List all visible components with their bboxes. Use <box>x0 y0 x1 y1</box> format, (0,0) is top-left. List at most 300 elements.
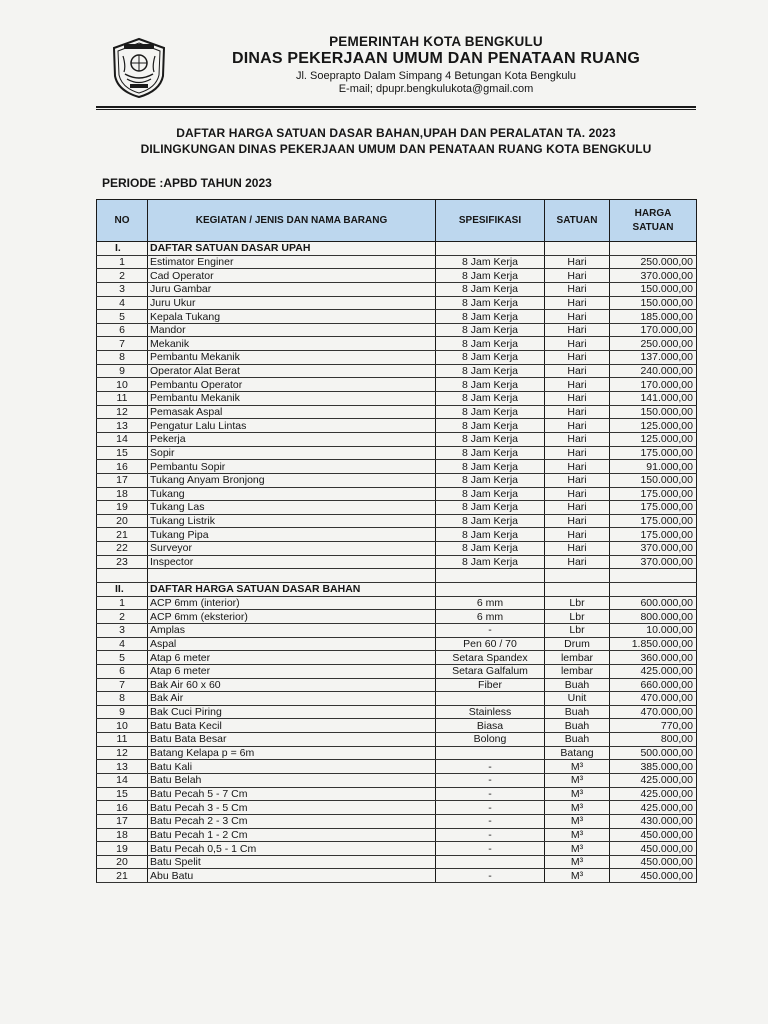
table-row <box>97 392 697 406</box>
table-row <box>97 542 697 556</box>
cell-empty <box>610 569 697 583</box>
table-row <box>97 651 697 665</box>
table-row <box>97 842 697 856</box>
cell-price: 770,00 <box>610 719 697 733</box>
table-row <box>97 460 697 474</box>
cell-unit: M³ <box>545 801 610 815</box>
cell-no: 2 <box>97 269 148 283</box>
cell-unit: lembar <box>545 664 610 678</box>
cell-unit: Hari <box>545 419 610 433</box>
cell-unit <box>545 242 610 256</box>
cell-no: 7 <box>97 678 148 692</box>
table-row <box>97 801 697 815</box>
letterhead-divider <box>96 106 696 108</box>
cell-no: 5 <box>97 310 148 324</box>
cell-spec: 8 Jam Kerja <box>436 337 545 351</box>
cell-no: 14 <box>97 432 148 446</box>
cell-no: 1 <box>97 255 148 269</box>
cell-spec: Stainless <box>436 705 545 719</box>
cell-unit <box>545 583 610 597</box>
cell-unit: M³ <box>545 760 610 774</box>
cell-no: 1 <box>97 596 148 610</box>
cell-unit: Hari <box>545 514 610 528</box>
cell-price: 10.000,00 <box>610 623 697 637</box>
cell-spec: 6 mm <box>436 596 545 610</box>
cell-spec: 8 Jam Kerja <box>436 473 545 487</box>
cell-unit: Unit <box>545 692 610 706</box>
cell-empty <box>148 569 436 583</box>
cell-no: 13 <box>97 419 148 433</box>
table-row <box>97 855 697 869</box>
cell-unit: Hari <box>545 364 610 378</box>
cell-spec: 8 Jam Kerja <box>436 269 545 283</box>
table-row <box>97 760 697 774</box>
cell-spec: 8 Jam Kerja <box>436 296 545 310</box>
cell-price: 240.000,00 <box>610 364 697 378</box>
cell-spec: - <box>436 787 545 801</box>
table-row <box>97 664 697 678</box>
cell-no: 4 <box>97 637 148 651</box>
agency-name: DINAS PEKERJAAN UMUM DAN PENATAAN RUANG <box>231 50 641 67</box>
table-row <box>97 514 697 528</box>
table-row <box>97 432 697 446</box>
cell-item-name: Batu Pecah 0,5 - 1 Cm <box>148 842 436 856</box>
cell-spec: 8 Jam Kerja <box>436 405 545 419</box>
cell-price: 137.000,00 <box>610 351 697 365</box>
cell-price: 175.000,00 <box>610 528 697 542</box>
cell-spec: 8 Jam Kerja <box>436 282 545 296</box>
cell-unit: Hari <box>545 487 610 501</box>
cell-no: 20 <box>97 855 148 869</box>
cell-item-name: Mandor <box>148 323 436 337</box>
cell-no: 18 <box>97 828 148 842</box>
cell-spec: 8 Jam Kerja <box>436 501 545 515</box>
cell-item-name: Tukang Listrik <box>148 514 436 528</box>
cell-item-name: Atap 6 meter <box>148 651 436 665</box>
cell-no: 3 <box>97 282 148 296</box>
cell-unit: Hari <box>545 310 610 324</box>
cell-spec: - <box>436 842 545 856</box>
cell-spec: 6 mm <box>436 610 545 624</box>
cell-item-name: Abu Batu <box>148 869 436 883</box>
table-row <box>97 678 697 692</box>
cell-unit: Batang <box>545 746 610 760</box>
table-row <box>97 282 697 296</box>
table-row <box>97 869 697 883</box>
cell-unit: M³ <box>545 814 610 828</box>
cell-unit: M³ <box>545 855 610 869</box>
cell-empty <box>545 569 610 583</box>
cell-price: 430.000,00 <box>610 814 697 828</box>
cell-no: 20 <box>97 514 148 528</box>
cell-item-name: Mekanik <box>148 337 436 351</box>
cell-unit: Hari <box>545 542 610 556</box>
cell-price: 370.000,00 <box>610 555 697 569</box>
cell-price: 385.000,00 <box>610 760 697 774</box>
cell-price: 360.000,00 <box>610 651 697 665</box>
cell-price: 600.000,00 <box>610 596 697 610</box>
cell-price: 150.000,00 <box>610 405 697 419</box>
cell-spec: 8 Jam Kerja <box>436 323 545 337</box>
cell-spec: 8 Jam Kerja <box>436 555 545 569</box>
letterhead-divider-thin <box>96 109 696 110</box>
cell-price: 470.000,00 <box>610 692 697 706</box>
cell-no: 4 <box>97 296 148 310</box>
agency-email: E-mail; dpupr.bengkulukota@gmail.com <box>338 83 534 95</box>
cell-item-name: Batu Bata Kecil <box>148 719 436 733</box>
cell-price: 150.000,00 <box>610 296 697 310</box>
cell-no: 6 <box>97 664 148 678</box>
cell-no: 12 <box>97 405 148 419</box>
cell-unit: Lbr <box>545 623 610 637</box>
cell-unit: Lbr <box>545 596 610 610</box>
cell-spec: 8 Jam Kerja <box>436 432 545 446</box>
cell-price: 425.000,00 <box>610 801 697 815</box>
cell-no: 22 <box>97 542 148 556</box>
cell-spec: Pen 60 / 70 <box>436 637 545 651</box>
cell-unit: M³ <box>545 869 610 883</box>
cell-no: 17 <box>97 473 148 487</box>
cell-item-name: Sopir <box>148 446 436 460</box>
cell-no: 19 <box>97 842 148 856</box>
cell-price: 150.000,00 <box>610 282 697 296</box>
section-title: DAFTAR HARGA SATUAN DASAR BAHAN <box>148 583 436 597</box>
cell-no: 8 <box>97 692 148 706</box>
cell-no: 15 <box>97 446 148 460</box>
table-row <box>97 623 697 637</box>
table-row <box>97 255 697 269</box>
cell-unit: Hari <box>545 296 610 310</box>
cell-spec: 8 Jam Kerja <box>436 446 545 460</box>
cell-spec <box>436 242 545 256</box>
cell-price: 450.000,00 <box>610 842 697 856</box>
cell-item-name: Pembantu Mekanik <box>148 392 436 406</box>
header-specification: SPESIFIKASI <box>436 200 545 242</box>
cell-spec: 8 Jam Kerja <box>436 419 545 433</box>
cell-empty <box>436 569 545 583</box>
cell-item-name: Pemasak Aspal <box>148 405 436 419</box>
cell-item-name: Tukang <box>148 487 436 501</box>
cell-price: 660.000,00 <box>610 678 697 692</box>
cell-price: 175.000,00 <box>610 487 697 501</box>
table-row <box>97 337 697 351</box>
cell-price: 175.000,00 <box>610 446 697 460</box>
cell-price: 1.850.000,00 <box>610 637 697 651</box>
cell-item-name: Juru Gambar <box>148 282 436 296</box>
cell-spec: 8 Jam Kerja <box>436 310 545 324</box>
cell-price: 150.000,00 <box>610 473 697 487</box>
table-row <box>97 310 697 324</box>
cell-spec: 8 Jam Kerja <box>436 460 545 474</box>
cell-no: 9 <box>97 705 148 719</box>
cell-spec: 8 Jam Kerja <box>436 487 545 501</box>
table-row <box>97 719 697 733</box>
table-row <box>97 733 697 747</box>
table-row <box>97 746 697 760</box>
table-row <box>97 378 697 392</box>
table-row <box>97 555 697 569</box>
cell-item-name: Bak Air 60 x 60 <box>148 678 436 692</box>
cell-price: 250.000,00 <box>610 255 697 269</box>
cell-unit: Drum <box>545 637 610 651</box>
cell-price: 370.000,00 <box>610 269 697 283</box>
cell-unit: Hari <box>545 282 610 296</box>
agency-address: Jl. Soeprapto Dalam Simpang 4 Betungan Kota Bengkulu <box>295 70 577 82</box>
price-table-container <box>96 199 698 883</box>
cell-spec: 8 Jam Kerja <box>436 378 545 392</box>
cell-no: 17 <box>97 814 148 828</box>
table-header-row <box>97 200 697 242</box>
cell-unit: Hari <box>545 337 610 351</box>
cell-item-name: Kepala Tukang <box>148 310 436 324</box>
cell-spec: Bolong <box>436 733 545 747</box>
cell-no: 16 <box>97 460 148 474</box>
cell-unit: Lbr <box>545 610 610 624</box>
price-table <box>96 199 697 883</box>
cell-price: 450.000,00 <box>610 855 697 869</box>
cell-price: 500.000,00 <box>610 746 697 760</box>
cell-no: 11 <box>97 392 148 406</box>
cell-spec: - <box>436 828 545 842</box>
cell-no: 10 <box>97 378 148 392</box>
cell-no: 10 <box>97 719 148 733</box>
cell-no: 12 <box>97 746 148 760</box>
cell-spec: - <box>436 801 545 815</box>
header-unit-price <box>610 200 697 242</box>
cell-item-name: Amplas <box>148 623 436 637</box>
cell-no: 9 <box>97 364 148 378</box>
cell-unit: Hari <box>545 528 610 542</box>
cell-unit: Hari <box>545 555 610 569</box>
cell-spec: 8 Jam Kerja <box>436 514 545 528</box>
cell-item-name: Atap 6 meter <box>148 664 436 678</box>
cell-price: 125.000,00 <box>610 419 697 433</box>
header-price-line1: HARGA <box>634 207 672 219</box>
cell-item-name: Pembantu Mekanik <box>148 351 436 365</box>
cell-unit: Hari <box>545 432 610 446</box>
table-row <box>97 269 697 283</box>
cell-item-name: Batu Pecah 5 - 7 Cm <box>148 787 436 801</box>
cell-spec: 8 Jam Kerja <box>436 364 545 378</box>
cell-price: 175.000,00 <box>610 501 697 515</box>
table-row <box>97 501 697 515</box>
cell-spec: - <box>436 814 545 828</box>
section-header-row <box>97 242 697 256</box>
cell-spec: 8 Jam Kerja <box>436 392 545 406</box>
cell-item-name: Batu Pecah 2 - 3 Cm <box>148 814 436 828</box>
cell-unit: Buah <box>545 678 610 692</box>
cell-spec: 8 Jam Kerja <box>436 351 545 365</box>
cell-item-name: Juru Ukur <box>148 296 436 310</box>
cell-item-name: Cad Operator <box>148 269 436 283</box>
cell-unit: lembar <box>545 651 610 665</box>
cell-no: 3 <box>97 623 148 637</box>
cell-unit: M³ <box>545 842 610 856</box>
cell-no: 21 <box>97 869 148 883</box>
cell-spec: Biasa <box>436 719 545 733</box>
cell-no: 5 <box>97 651 148 665</box>
cell-no: 16 <box>97 801 148 815</box>
cell-item-name: Bak Air <box>148 692 436 706</box>
section-number: II. <box>97 583 148 597</box>
cell-unit: Hari <box>545 255 610 269</box>
section-number: I. <box>97 242 148 256</box>
cell-spec: - <box>436 623 545 637</box>
table-row <box>97 528 697 542</box>
cell-price: 250.000,00 <box>610 337 697 351</box>
cell-item-name: Batu Bata Besar <box>148 733 436 747</box>
header-item-name: KEGIATAN / JENIS DAN NAMA BARANG <box>148 200 436 242</box>
cell-unit: Hari <box>545 405 610 419</box>
cell-no: 19 <box>97 501 148 515</box>
cell-price <box>610 242 697 256</box>
cell-unit: Hari <box>545 460 610 474</box>
blank-row <box>97 569 697 583</box>
table-row <box>97 828 697 842</box>
cell-spec: - <box>436 869 545 883</box>
government-name: PEMERINTAH KOTA BENGKULU <box>329 34 543 49</box>
cell-no: 11 <box>97 733 148 747</box>
cell-unit: Hari <box>545 378 610 392</box>
cell-item-name: Surveyor <box>148 542 436 556</box>
table-row <box>97 487 697 501</box>
table-row <box>97 446 697 460</box>
cell-price: 370.000,00 <box>610 542 697 556</box>
table-body <box>97 242 697 883</box>
table-row <box>97 705 697 719</box>
cell-item-name: Operator Alat Berat <box>148 364 436 378</box>
table-row <box>97 296 697 310</box>
header-unit: SATUAN <box>545 200 610 242</box>
cell-price: 470.000,00 <box>610 705 697 719</box>
cell-no: 7 <box>97 337 148 351</box>
cell-spec: Fiber <box>436 678 545 692</box>
cell-price <box>610 583 697 597</box>
cell-spec: 8 Jam Kerja <box>436 542 545 556</box>
cell-item-name: Batu Belah <box>148 773 436 787</box>
cell-price: 450.000,00 <box>610 869 697 883</box>
cell-unit: Buah <box>545 733 610 747</box>
cell-unit: Hari <box>545 446 610 460</box>
cell-item-name: Estimator Enginer <box>148 255 436 269</box>
table-row <box>97 364 697 378</box>
table-row <box>97 787 697 801</box>
cell-unit: Hari <box>545 473 610 487</box>
cell-no: 18 <box>97 487 148 501</box>
cell-no: 15 <box>97 787 148 801</box>
cell-item-name: Pekerja <box>148 432 436 446</box>
cell-spec: Setara Galfalum <box>436 664 545 678</box>
cell-spec: 8 Jam Kerja <box>436 528 545 542</box>
document-title-line2: DILINGKUNGAN DINAS PEKERJAAN UMUM DAN PENATAAN RUANG KOTA BENGKULU <box>140 142 652 156</box>
city-emblem-icon <box>108 36 170 100</box>
table-row <box>97 637 697 651</box>
cell-item-name: Pembantu Sopir <box>148 460 436 474</box>
header-no: NO <box>97 200 148 242</box>
cell-unit: Hari <box>545 392 610 406</box>
cell-item-name: Inspector <box>148 555 436 569</box>
cell-spec: 8 Jam Kerja <box>436 255 545 269</box>
table-row <box>97 323 697 337</box>
table-row <box>97 473 697 487</box>
cell-no: 23 <box>97 555 148 569</box>
cell-unit: Hari <box>545 351 610 365</box>
cell-price: 91.000,00 <box>610 460 697 474</box>
cell-spec <box>436 692 545 706</box>
cell-item-name: Pengatur Lalu Lintas <box>148 419 436 433</box>
cell-item-name: Tukang Pipa <box>148 528 436 542</box>
cell-spec <box>436 583 545 597</box>
cell-item-name: Batu Pecah 1 - 2 Cm <box>148 828 436 842</box>
table-row <box>97 610 697 624</box>
cell-unit: Hari <box>545 501 610 515</box>
table-row <box>97 419 697 433</box>
cell-item-name: Aspal <box>148 637 436 651</box>
cell-price: 800.000,00 <box>610 610 697 624</box>
cell-price: 141.000,00 <box>610 392 697 406</box>
cell-price: 450.000,00 <box>610 828 697 842</box>
cell-item-name: Tukang Anyam Bronjong <box>148 473 436 487</box>
cell-price: 425.000,00 <box>610 773 697 787</box>
cell-unit: M³ <box>545 787 610 801</box>
period-label: PERIODE :APBD TAHUN 2023 <box>102 176 272 190</box>
document-title <box>96 125 696 157</box>
cell-price: 425.000,00 <box>610 664 697 678</box>
cell-no: 21 <box>97 528 148 542</box>
table-row <box>97 596 697 610</box>
cell-price: 170.000,00 <box>610 323 697 337</box>
cell-item-name: ACP 6mm (interior) <box>148 596 436 610</box>
cell-unit: M³ <box>545 828 610 842</box>
cell-item-name: Bak Cuci Piring <box>148 705 436 719</box>
table-row <box>97 773 697 787</box>
cell-no: 8 <box>97 351 148 365</box>
cell-price: 185.000,00 <box>610 310 697 324</box>
cell-price: 125.000,00 <box>610 432 697 446</box>
cell-no: 6 <box>97 323 148 337</box>
table-row <box>97 351 697 365</box>
document-title-line1: DAFTAR HARGA SATUAN DASAR BAHAN,UPAH DAN PERALATAN TA. 2023 <box>176 126 616 140</box>
cell-item-name: Batu Pecah 3 - 5 Cm <box>148 801 436 815</box>
table-row <box>97 692 697 706</box>
cell-item-name: ACP 6mm (eksterior) <box>148 610 436 624</box>
section-title: DAFTAR SATUAN DASAR UPAH <box>148 242 436 256</box>
cell-item-name: Tukang Las <box>148 501 436 515</box>
cell-unit: Buah <box>545 719 610 733</box>
cell-unit: Hari <box>545 323 610 337</box>
cell-price: 425.000,00 <box>610 787 697 801</box>
cell-price: 175.000,00 <box>610 514 697 528</box>
cell-spec <box>436 855 545 869</box>
cell-no: 14 <box>97 773 148 787</box>
cell-item-name: Batang Kelapa p = 6m <box>148 746 436 760</box>
cell-unit: Buah <box>545 705 610 719</box>
letterhead <box>96 30 696 106</box>
cell-item-name: Batu Spelit <box>148 855 436 869</box>
cell-empty <box>97 569 148 583</box>
cell-price: 800,00 <box>610 733 697 747</box>
cell-no: 13 <box>97 760 148 774</box>
cell-unit: M³ <box>545 773 610 787</box>
cell-item-name: Batu Kali <box>148 760 436 774</box>
cell-spec: - <box>436 760 545 774</box>
cell-spec <box>436 746 545 760</box>
cell-item-name: Pembantu Operator <box>148 378 436 392</box>
cell-price: 170.000,00 <box>610 378 697 392</box>
cell-spec: - <box>436 773 545 787</box>
cell-no: 2 <box>97 610 148 624</box>
table-row <box>97 814 697 828</box>
